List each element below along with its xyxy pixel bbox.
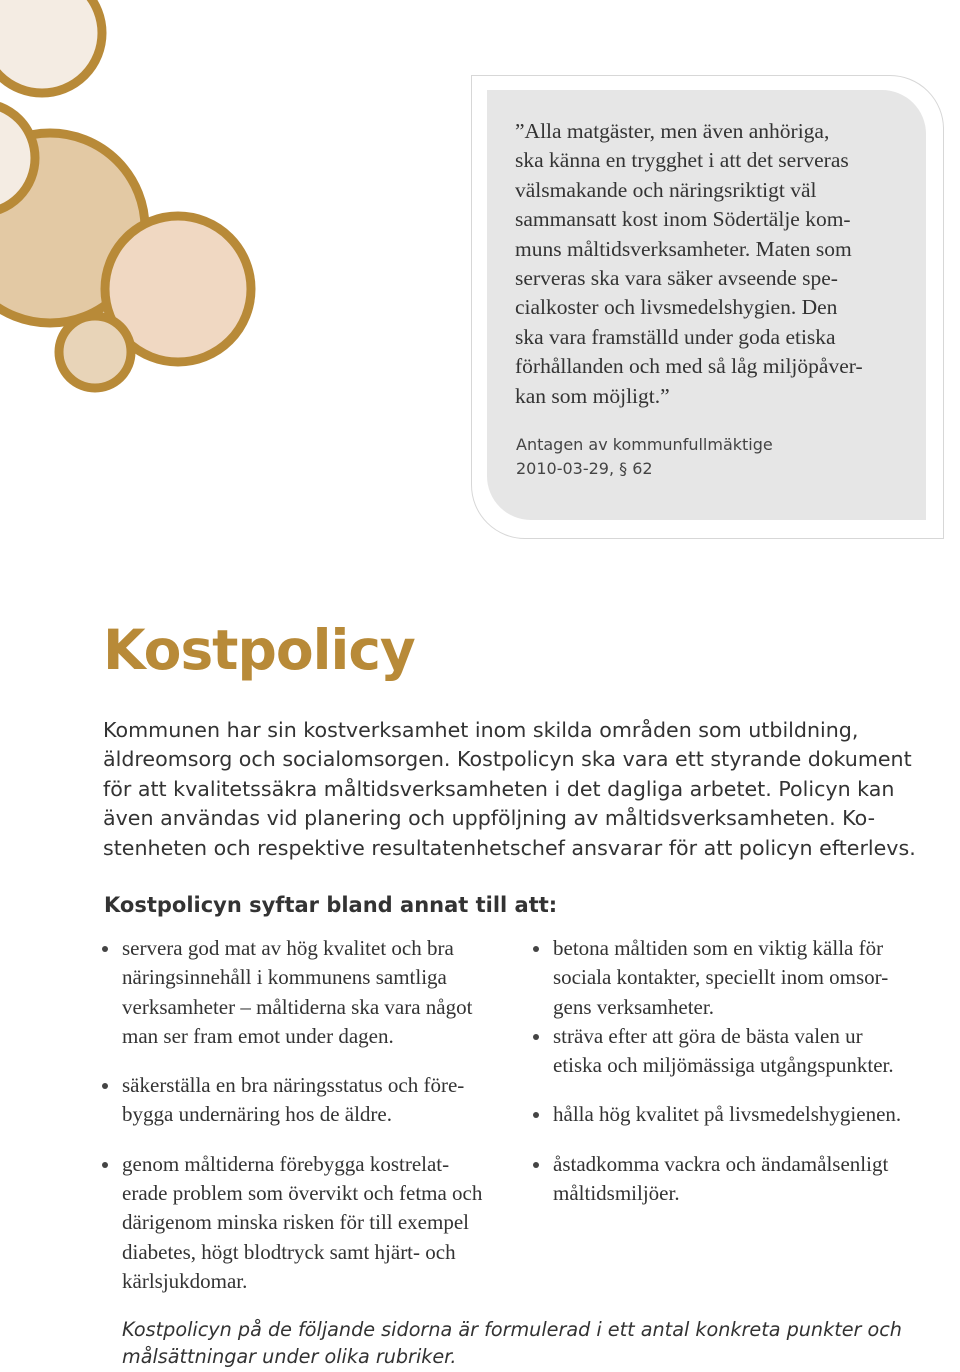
list-item: betona måltiden som en viktig källa för sociala kontakter, speciellt inom omsor- gens verksamheter.	[533, 934, 953, 1022]
circle-small	[59, 316, 131, 388]
list-item: genom måltiderna förebygga kostrelat- erade problem som övervikt och fetma och därigenom minska risken för till exempel diabetes, högt blodtryck samt hjärt- och kärlsjukdomar.	[102, 1150, 522, 1296]
section-subheading: Kostpolicyn syftar bland annat till att:	[104, 893, 558, 917]
list-item: säkerställa en bra näringsstatus och före- bygga undernäring hos de äldre.	[102, 1071, 522, 1130]
page-title: Kostpolicy	[103, 618, 415, 682]
quote-source	[516, 433, 773, 481]
quote-source-line2: 2010-03-29, § 62	[516, 459, 653, 478]
bullet-list-left	[102, 934, 522, 1296]
quote-source-line1: Antagen av kommunfullmäktige	[516, 435, 773, 454]
decorative-circles	[0, 0, 270, 400]
footer-note: Kostpolicyn på de följande sidorna är formulerad i ett antal konkreta punkter och målsättningar under olika rubriker.	[122, 1318, 902, 1368]
list-item: åstadkomma vackra och ändamålsenligt måltidsmiljöer.	[533, 1150, 953, 1209]
list-item: hålla hög kvalitet på livsmedelshygienen.	[533, 1100, 953, 1129]
circle-top	[0, 0, 102, 93]
list-item: servera god mat av hög kvalitet och bra näringsinnehåll i kommunens samtliga verksamheter – måltiderna ska vara något man ser fram emot under dagen.	[102, 934, 522, 1051]
intro-paragraph: Kommunen har sin kostverksamhet inom skilda områden som utbildning, äldreomsorg och socialomsorgen. Kostpolicyn ska vara ett styrande dokument för att kvalitetssäkra måltidsverksamheten i det dagliga arbetet. Policyn kan även användas vid planering och uppföljning av måltidsverksamheten. Ko- stenheten och respektive resultatenhetschef ansvarar för att policyn efterlevs.	[103, 718, 916, 860]
bullet-list-right	[533, 934, 953, 1208]
list-item: sträva efter att göra de bästa valen ur etiska och miljömässiga utgångspunkter.	[533, 1022, 953, 1081]
quote-text: ”Alla matgäster, men även anhöriga, ska känna en trygghet i att det serveras välsmakande och näringsriktigt väl sammansatt kost inom Södertälje kom- muns måltidsverksamheter. Maten som serveras ska vara säker avseende spe- cialkoster och livsmedelshygien. Den ska vara framställd under goda etiska förhållanden och med så låg miljöpåver- kan som möjligt.”	[515, 119, 863, 408]
